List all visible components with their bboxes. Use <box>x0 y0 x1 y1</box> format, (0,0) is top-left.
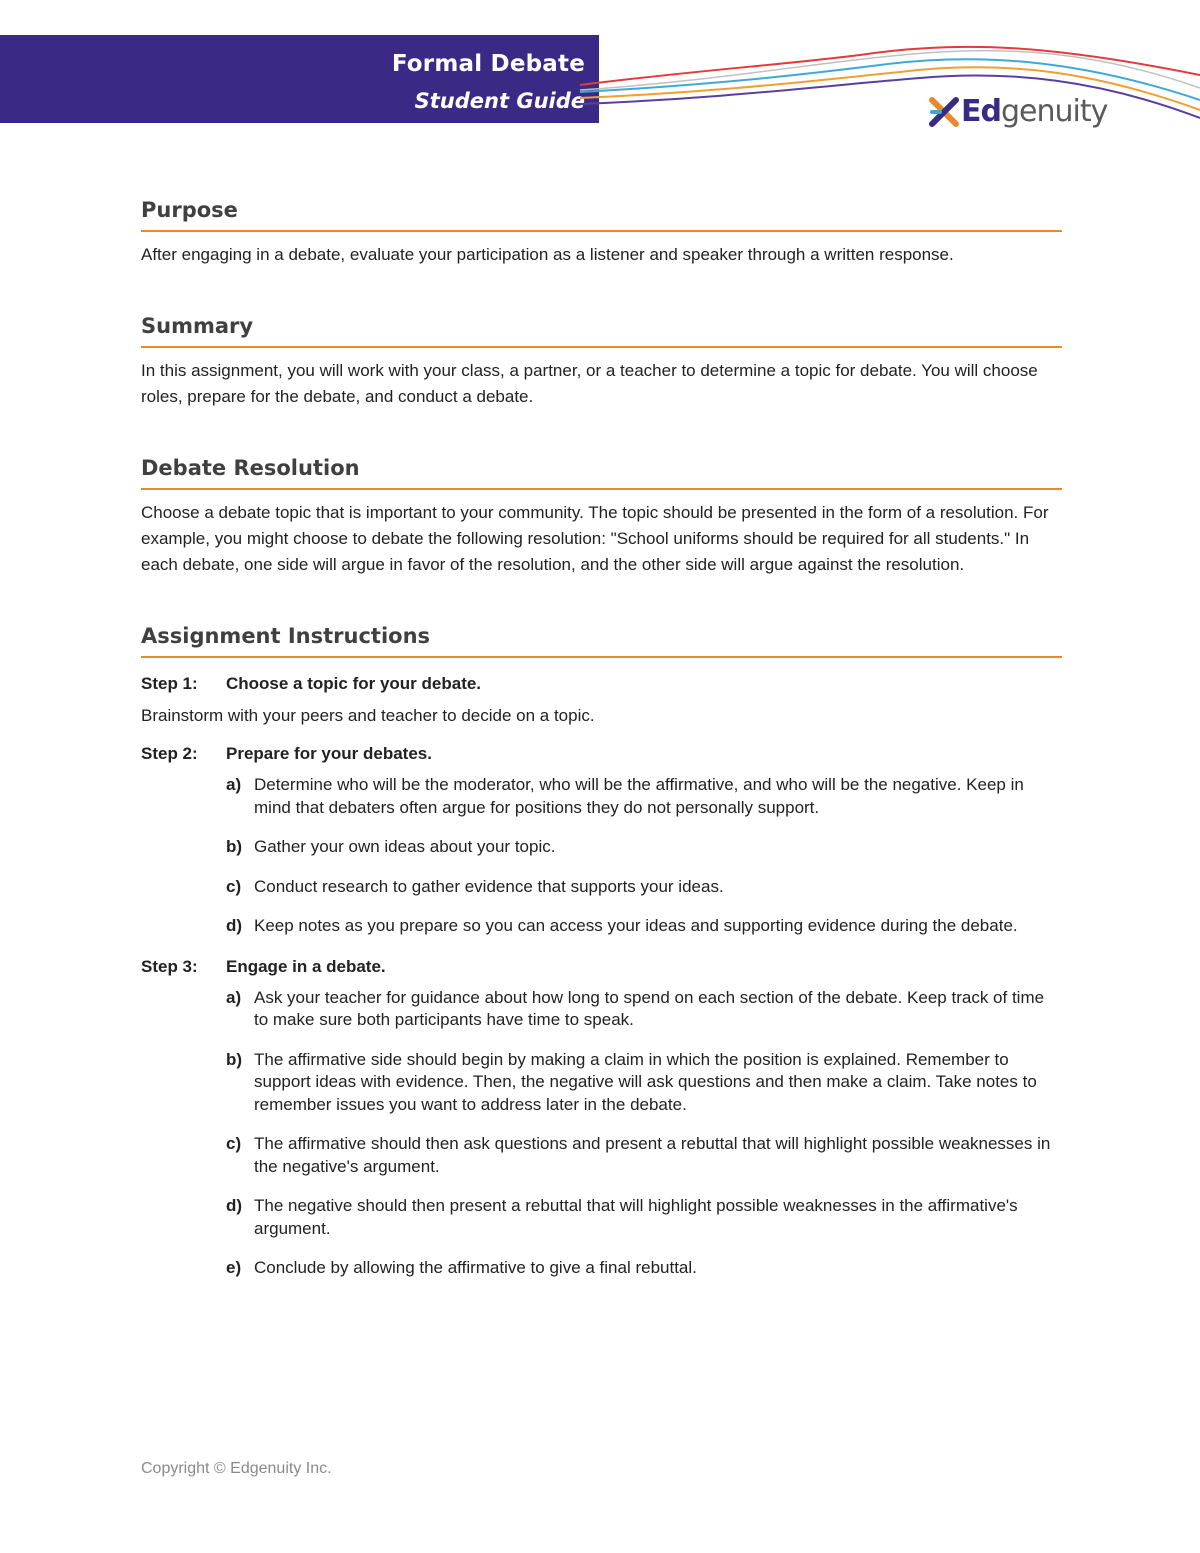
item-text: Conclude by allowing the affirmative to give a final rebuttal. <box>254 1258 697 1277</box>
document-title: Formal Debate <box>391 51 585 77</box>
instructions-heading: Assignment Instructions <box>141 622 1062 658</box>
logo-x-icon <box>928 96 960 128</box>
summary-heading: Summary <box>141 312 1062 348</box>
item-text: The affirmative side should begin by making a claim in which the position is explained. Remember to support ideas with evidence. Then, the negative will ask questions and then make a claim. Take notes to remember issues you want to address later in the debate. <box>254 1049 1037 1114</box>
item-letter: d) <box>226 916 243 935</box>
list-item <box>226 774 1062 819</box>
step-title: Choose a topic for your debate. <box>226 674 482 693</box>
resolution-section <box>141 454 1062 578</box>
header-banner <box>0 35 599 123</box>
document-body <box>141 196 1062 1297</box>
resolution-heading: Debate Resolution <box>141 454 1062 490</box>
item-text: The affirmative should then ask questions and present a rebuttal that will highlight possible weaknesses in the negative's argument. <box>254 1134 1051 1176</box>
step-number: Step 1: <box>141 674 198 693</box>
item-text: Ask your teacher for guidance about how long to spend on each section of the debate. Keep track of time to make sure both participants have time to speak. <box>254 987 1045 1029</box>
purpose-section <box>141 196 1062 268</box>
list-item <box>226 836 1062 859</box>
item-text: Keep notes as you prepare so you can access your ideas and supporting evidence during the debate. <box>254 916 1018 935</box>
item-letter: b) <box>226 1049 243 1069</box>
summary-text: In this assignment, you will work with your class, a partner, or a teacher to determine a topic for debate. You will choose roles, prepare for the debate, and conduct a debate. <box>141 361 1038 406</box>
instructions-section <box>141 622 1062 1280</box>
list-item <box>226 987 1062 1032</box>
item-letter: c) <box>226 1134 242 1153</box>
step-heading <box>141 955 1062 979</box>
list-item <box>226 1195 1062 1240</box>
purpose-text: After engaging in a debate, evaluate your participation as a listener and speaker through a written response. <box>141 245 954 264</box>
list-item <box>226 1257 1062 1280</box>
step-description: Brainstorm with your peers and teacher to decide on a topic. <box>141 706 595 725</box>
list-item <box>226 1133 1062 1178</box>
resolution-text: Choose a debate topic that is important to your community. The topic should be presented in the form of a resolution. For example, you might choose to debate the following resolution: "School uniforms should be required for all students." In each debate, one side will argue in favor of the resolution, and the other side will argue against the resolution. <box>141 503 1049 574</box>
item-text: The negative should then present a rebuttal that will highlight possible weaknesses in the affirmative's argument. <box>254 1196 1018 1238</box>
list-item <box>226 1049 1062 1117</box>
item-letter: a) <box>226 987 242 1007</box>
step-heading <box>141 672 1062 696</box>
step-number: Step 2: <box>141 744 198 763</box>
item-letter: a) <box>226 775 242 794</box>
item-letter: d) <box>226 1196 243 1215</box>
step-title: Prepare for your debates. <box>226 744 432 763</box>
logo-text-ed: Ed <box>961 94 1001 129</box>
item-letter: b) <box>226 837 243 856</box>
step-3-list <box>141 987 1062 1280</box>
copyright-footer: Copyright © Edgenuity Inc. <box>141 1460 332 1477</box>
list-item <box>226 876 1062 899</box>
step-heading <box>141 742 1062 766</box>
step-title: Engage in a debate. <box>226 956 386 976</box>
edgenuity-logo <box>928 92 1107 132</box>
step-2-list <box>141 774 1062 938</box>
logo-text-rest: genuity <box>1000 94 1108 129</box>
item-letter: c) <box>226 876 242 896</box>
item-text: Conduct research to gather evidence that supports your ideas. <box>254 876 724 896</box>
item-text: Gather your own ideas about your topic. <box>254 837 556 856</box>
item-letter: e) <box>226 1258 242 1277</box>
summary-section <box>141 312 1062 410</box>
list-item <box>226 915 1062 938</box>
item-text: Determine who will be the moderator, who will be the affirmative, and who will be the negative. Keep in mind that debaters often argue for positions they do not personally support. <box>254 775 1024 817</box>
document-subtitle: Student Guide <box>414 89 585 113</box>
purpose-heading: Purpose <box>141 196 1062 232</box>
step-number: Step 3: <box>141 956 198 976</box>
